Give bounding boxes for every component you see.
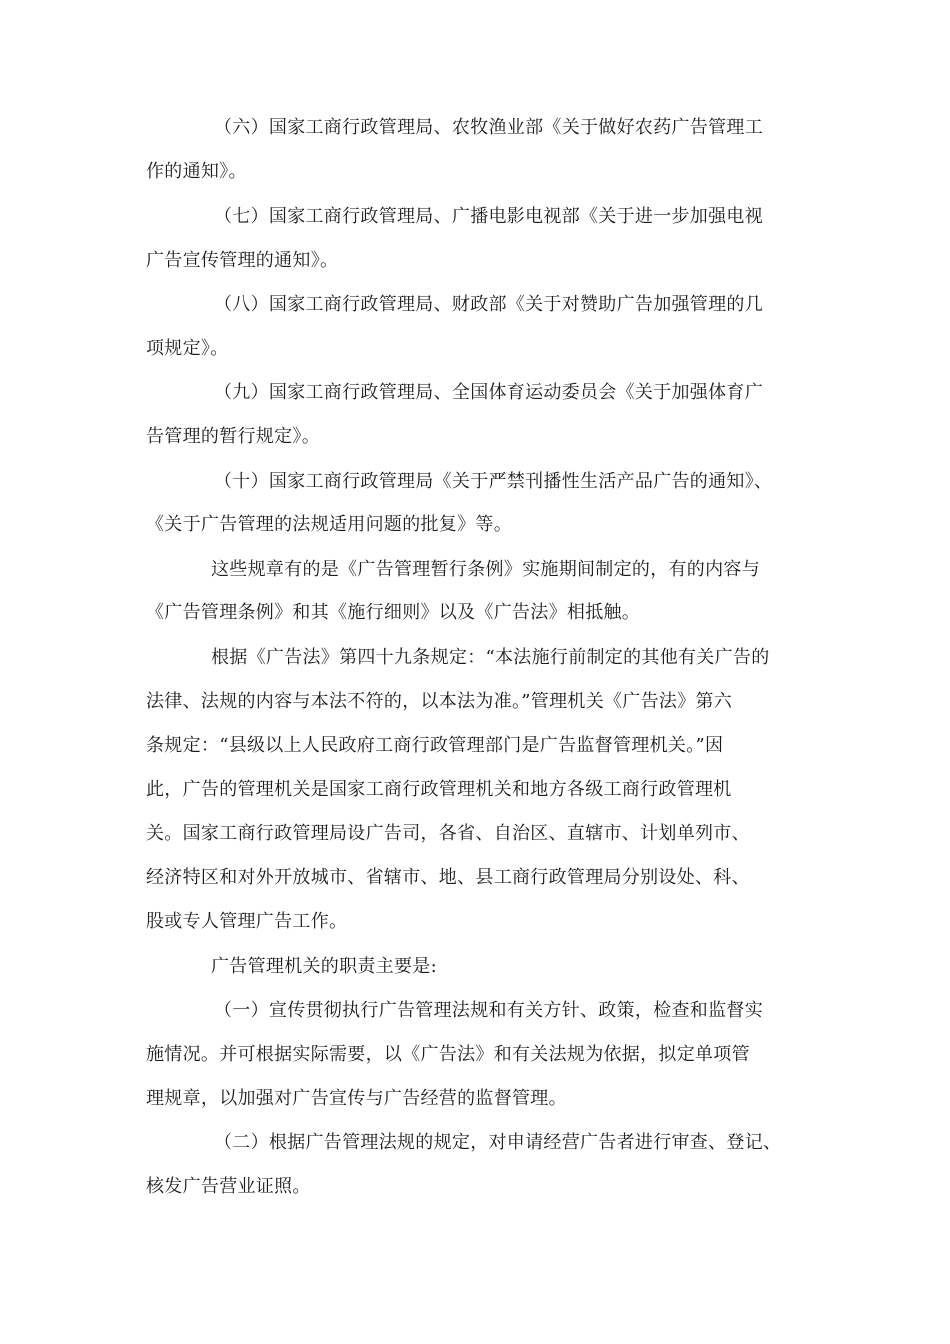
text-line: 《广告管理条例》和其《施行细则》以及《广告法》相抵触。 bbox=[146, 602, 641, 623]
text-line: 此，广告的管理机关是国家工商行政管理机关和地方各级工商行政管理机 bbox=[146, 779, 732, 800]
text-line: （一）宣传贯彻执行广告管理法规和有关方针、政策，检查和监督实 bbox=[214, 1000, 763, 1021]
text-line: 这些规章有的是《广告管理暂行条例》实施期间制定的，有的内容与 bbox=[211, 559, 760, 580]
text-line: 核发广告营业证照。 bbox=[146, 1176, 311, 1197]
text-line: 理规章，以加强对广告宣传与广告经营的监督管理。 bbox=[146, 1088, 567, 1109]
text-line: 法律、法规的内容与本法不符的，以本法为准。”管理机关《广告法》第六 bbox=[146, 691, 733, 712]
text-line: 经济特区和对外开放城市、省辖市、地、县工商行政管理局分别设处、科、 bbox=[146, 867, 750, 888]
text-line: （十）国家工商行政管理局《关于严禁刊播性生活产品广告的通知》、 bbox=[214, 471, 773, 492]
text-line: （九）国家工商行政管理局、全国体育运动委员会《关于加强体育广 bbox=[214, 382, 763, 403]
text-line: 关。国家工商行政管理局设广告司，各省、自治区、直辖市、计划单列市、 bbox=[146, 823, 750, 844]
text-line: 根据《广告法》第四十九条规定：“本法施行前制定的其他有关广告的 bbox=[211, 647, 770, 668]
text-line: 项规定》。 bbox=[146, 338, 229, 359]
text-line: 《关于广告管理的法规适用问题的批复》等。 bbox=[146, 514, 512, 535]
text-line: 广告管理机关的职责主要是: bbox=[211, 956, 437, 977]
text-line: 作的通知》。 bbox=[146, 161, 247, 182]
text-line: 广告宣传管理的通知》。 bbox=[146, 250, 339, 271]
text-line: （二）根据广告管理法规的规定，对申请经营广告者进行审查、登记、 bbox=[214, 1132, 782, 1153]
text-line: （七）国家工商行政管理局、广播电影电视部《关于进一步加强电视 bbox=[214, 206, 763, 227]
text-line: （八）国家工商行政管理局、财政部《关于对赞助广告加强管理的几 bbox=[214, 294, 763, 315]
text-line: 施情况。并可根据实际需要，以《广告法》和有关法规为依据，拟定单项管 bbox=[146, 1044, 750, 1065]
text-line: 条规定：“县级以上人民政府工商行政管理部门是广告监督管理机关。”因 bbox=[146, 735, 724, 756]
text-line: （六）国家工商行政管理局、农牧渔业部《关于做好农药广告管理工 bbox=[214, 117, 763, 138]
text-line: 股或专人管理广告工作。 bbox=[146, 911, 348, 932]
text-line: 告管理的暂行规定》。 bbox=[146, 426, 320, 447]
